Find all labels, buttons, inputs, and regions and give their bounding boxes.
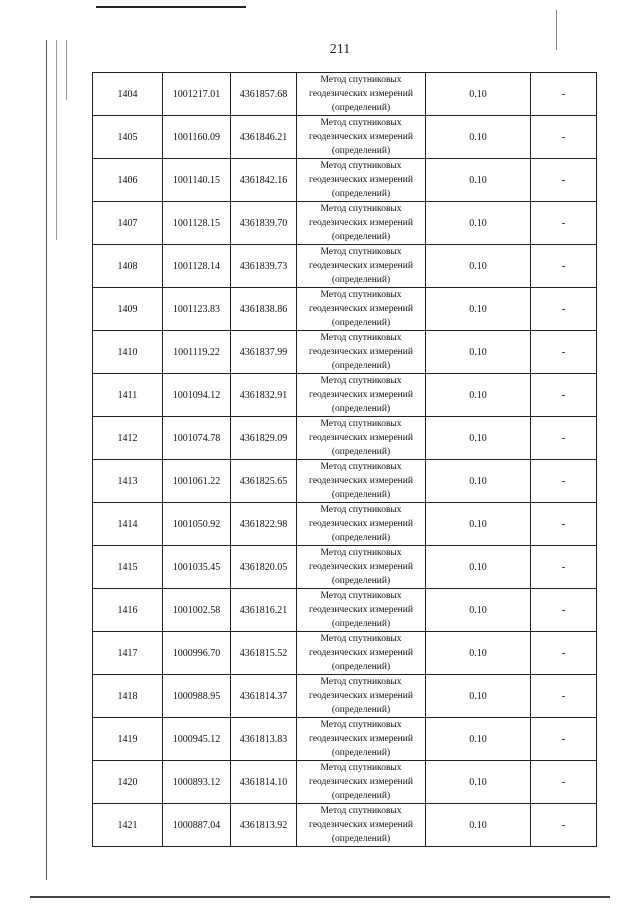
accuracy-cell: 0.10 bbox=[426, 761, 531, 804]
table-row bbox=[93, 73, 597, 116]
point-id-cell: 1419 bbox=[93, 718, 163, 761]
accuracy-cell: 0.10 bbox=[426, 460, 531, 503]
note-cell: - bbox=[531, 288, 597, 331]
scan-artifact-left-3 bbox=[66, 40, 67, 100]
x-coordinate-cell: 1000887.04 bbox=[163, 804, 231, 847]
method-cell: Метод спутниковых геодезических измерений (определений) bbox=[297, 632, 426, 675]
point-id-cell: 1416 bbox=[93, 589, 163, 632]
x-coordinate-cell: 1001061.22 bbox=[163, 460, 231, 503]
scan-artifact-top bbox=[96, 6, 246, 8]
accuracy-cell: 0.10 bbox=[426, 116, 531, 159]
point-id-cell: 1409 bbox=[93, 288, 163, 331]
accuracy-cell: 0.10 bbox=[426, 245, 531, 288]
note-cell: - bbox=[531, 460, 597, 503]
x-coordinate-cell: 1001119.22 bbox=[163, 331, 231, 374]
note-cell: - bbox=[531, 245, 597, 288]
method-cell: Метод спутниковых геодезических измерений (определений) bbox=[297, 503, 426, 546]
x-coordinate-cell: 1001160.09 bbox=[163, 116, 231, 159]
table-row bbox=[93, 632, 597, 675]
point-id-cell: 1412 bbox=[93, 417, 163, 460]
table-row bbox=[93, 202, 597, 245]
x-coordinate-cell: 1001074.78 bbox=[163, 417, 231, 460]
y-coordinate-cell: 4361813.92 bbox=[231, 804, 297, 847]
table-row bbox=[93, 159, 597, 202]
scan-artifact-left bbox=[46, 40, 47, 880]
table-row bbox=[93, 503, 597, 546]
x-coordinate-cell: 1001140.15 bbox=[163, 159, 231, 202]
accuracy-cell: 0.10 bbox=[426, 589, 531, 632]
method-cell: Метод спутниковых геодезических измерений (определений) bbox=[297, 116, 426, 159]
x-coordinate-cell: 1000996.70 bbox=[163, 632, 231, 675]
y-coordinate-cell: 4361814.10 bbox=[231, 761, 297, 804]
note-cell: - bbox=[531, 159, 597, 202]
x-coordinate-cell: 1001217.01 bbox=[163, 73, 231, 116]
note-cell: - bbox=[531, 632, 597, 675]
scan-artifact-bottom bbox=[30, 896, 610, 898]
point-id-cell: 1407 bbox=[93, 202, 163, 245]
accuracy-cell: 0.10 bbox=[426, 73, 531, 116]
y-coordinate-cell: 4361857.68 bbox=[231, 73, 297, 116]
accuracy-cell: 0.10 bbox=[426, 804, 531, 847]
point-id-cell: 1418 bbox=[93, 675, 163, 718]
method-cell: Метод спутниковых геодезических измерений (определений) bbox=[297, 288, 426, 331]
y-coordinate-cell: 4361829.09 bbox=[231, 417, 297, 460]
table-row bbox=[93, 718, 597, 761]
y-coordinate-cell: 4361813.83 bbox=[231, 718, 297, 761]
note-cell: - bbox=[531, 73, 597, 116]
table-row bbox=[93, 804, 597, 847]
x-coordinate-cell: 1001002.58 bbox=[163, 589, 231, 632]
accuracy-cell: 0.10 bbox=[426, 417, 531, 460]
y-coordinate-cell: 4361815.52 bbox=[231, 632, 297, 675]
y-coordinate-cell: 4361842.16 bbox=[231, 159, 297, 202]
note-cell: - bbox=[531, 331, 597, 374]
accuracy-cell: 0.10 bbox=[426, 675, 531, 718]
accuracy-cell: 0.10 bbox=[426, 503, 531, 546]
x-coordinate-cell: 1001050.92 bbox=[163, 503, 231, 546]
table-row bbox=[93, 331, 597, 374]
x-coordinate-cell: 1000893.12 bbox=[163, 761, 231, 804]
point-id-cell: 1411 bbox=[93, 374, 163, 417]
accuracy-cell: 0.10 bbox=[426, 374, 531, 417]
point-id-cell: 1405 bbox=[93, 116, 163, 159]
y-coordinate-cell: 4361814.37 bbox=[231, 675, 297, 718]
table-row bbox=[93, 675, 597, 718]
note-cell: - bbox=[531, 718, 597, 761]
accuracy-cell: 0.10 bbox=[426, 632, 531, 675]
note-cell: - bbox=[531, 417, 597, 460]
table-row bbox=[93, 417, 597, 460]
method-cell: Метод спутниковых геодезических измерений (определений) bbox=[297, 675, 426, 718]
accuracy-cell: 0.10 bbox=[426, 159, 531, 202]
point-id-cell: 1417 bbox=[93, 632, 163, 675]
point-id-cell: 1420 bbox=[93, 761, 163, 804]
method-cell: Метод спутниковых геодезических измерений (определений) bbox=[297, 331, 426, 374]
table-row bbox=[93, 546, 597, 589]
x-coordinate-cell: 1001128.14 bbox=[163, 245, 231, 288]
point-id-cell: 1406 bbox=[93, 159, 163, 202]
note-cell: - bbox=[531, 546, 597, 589]
note-cell: - bbox=[531, 589, 597, 632]
x-coordinate-cell: 1001094.12 bbox=[163, 374, 231, 417]
note-cell: - bbox=[531, 761, 597, 804]
point-id-cell: 1414 bbox=[93, 503, 163, 546]
note-cell: - bbox=[531, 374, 597, 417]
page-number: 211 bbox=[329, 42, 351, 57]
method-cell: Метод спутниковых геодезических измерений (определений) bbox=[297, 589, 426, 632]
y-coordinate-cell: 4361816.21 bbox=[231, 589, 297, 632]
accuracy-cell: 0.10 bbox=[426, 288, 531, 331]
x-coordinate-cell: 1001123.83 bbox=[163, 288, 231, 331]
point-id-cell: 1421 bbox=[93, 804, 163, 847]
accuracy-cell: 0.10 bbox=[426, 202, 531, 245]
table-row bbox=[93, 460, 597, 503]
method-cell: Метод спутниковых геодезических измерений (определений) bbox=[297, 417, 426, 460]
point-id-cell: 1408 bbox=[93, 245, 163, 288]
point-id-cell: 1415 bbox=[93, 546, 163, 589]
table-row bbox=[93, 761, 597, 804]
note-cell: - bbox=[531, 675, 597, 718]
accuracy-cell: 0.10 bbox=[426, 546, 531, 589]
x-coordinate-cell: 1000988.95 bbox=[163, 675, 231, 718]
method-cell: Метод спутниковых геодезических измерений (определений) bbox=[297, 546, 426, 589]
y-coordinate-cell: 4361825.65 bbox=[231, 460, 297, 503]
accuracy-cell: 0.10 bbox=[426, 331, 531, 374]
scan-artifact-left-2 bbox=[56, 40, 57, 240]
table-row bbox=[93, 374, 597, 417]
point-id-cell: 1410 bbox=[93, 331, 163, 374]
point-id-cell: 1413 bbox=[93, 460, 163, 503]
note-cell: - bbox=[531, 116, 597, 159]
note-cell: - bbox=[531, 503, 597, 546]
y-coordinate-cell: 4361822.98 bbox=[231, 503, 297, 546]
method-cell: Метод спутниковых геодезических измерений (определений) bbox=[297, 374, 426, 417]
x-coordinate-cell: 1000945.12 bbox=[163, 718, 231, 761]
method-cell: Метод спутниковых геодезических измерений (определений) bbox=[297, 245, 426, 288]
accuracy-cell: 0.10 bbox=[426, 718, 531, 761]
note-cell: - bbox=[531, 202, 597, 245]
y-coordinate-cell: 4361838.86 bbox=[231, 288, 297, 331]
scan-artifact-right bbox=[556, 10, 557, 50]
x-coordinate-cell: 1001128.15 bbox=[163, 202, 231, 245]
table-row bbox=[93, 589, 597, 632]
method-cell: Метод спутниковых геодезических измерений (определений) bbox=[297, 159, 426, 202]
y-coordinate-cell: 4361832.91 bbox=[231, 374, 297, 417]
table-row bbox=[93, 288, 597, 331]
method-cell: Метод спутниковых геодезических измерений (определений) bbox=[297, 718, 426, 761]
method-cell: Метод спутниковых геодезических измерений (определений) bbox=[297, 761, 426, 804]
point-id-cell: 1404 bbox=[93, 73, 163, 116]
table-row bbox=[93, 245, 597, 288]
method-cell: Метод спутниковых геодезических измерений (определений) bbox=[297, 460, 426, 503]
method-cell: Метод спутниковых геодезических измерений (определений) bbox=[297, 73, 426, 116]
note-cell: - bbox=[531, 804, 597, 847]
coordinates-table bbox=[92, 72, 597, 847]
y-coordinate-cell: 4361839.73 bbox=[231, 245, 297, 288]
y-coordinate-cell: 4361846.21 bbox=[231, 116, 297, 159]
table-row bbox=[93, 116, 597, 159]
y-coordinate-cell: 4361837.99 bbox=[231, 331, 297, 374]
y-coordinate-cell: 4361820.05 bbox=[231, 546, 297, 589]
x-coordinate-cell: 1001035.45 bbox=[163, 546, 231, 589]
method-cell: Метод спутниковых геодезических измерений (определений) bbox=[297, 202, 426, 245]
y-coordinate-cell: 4361839.70 bbox=[231, 202, 297, 245]
method-cell: Метод спутниковых геодезических измерений (определений) bbox=[297, 804, 426, 847]
